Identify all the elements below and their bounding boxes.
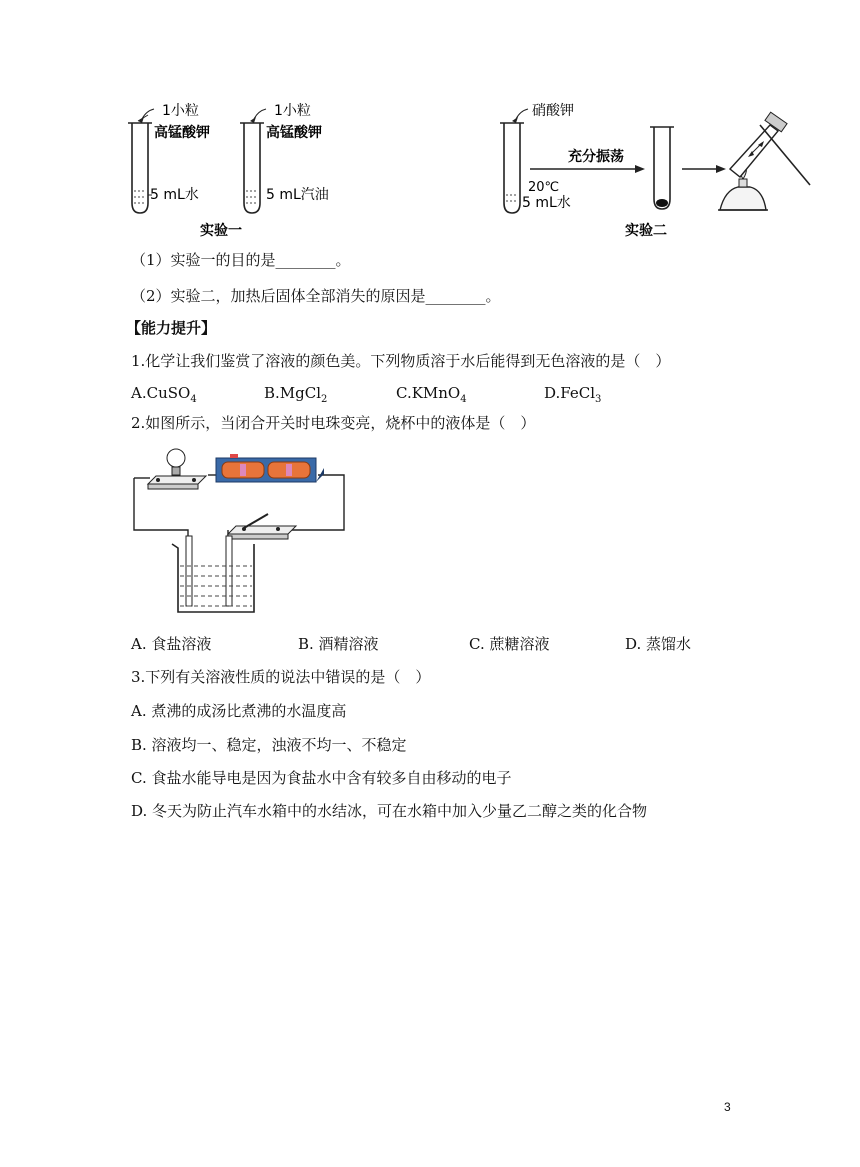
experiment-1-label: 实验一 (200, 223, 242, 239)
sub-question-2: （2）实验二，加热后固体全部消失的原因是________。 (131, 287, 501, 305)
tube2-bottom-label: 5 mL汽油 (266, 187, 329, 203)
q1-option-b-sub: 2 (321, 394, 328, 405)
test-tube-4 (650, 127, 674, 209)
q3-option-d: D. 冬天为防止汽车水箱中的水结冰，可在水箱中加入少量乙二醇之类的化合物 (131, 802, 648, 820)
question-1-stem: 1.化学让我们鉴赏了溶液的颜色美。下列物质溶于水后能得到无色溶液的是（ ） (131, 352, 671, 370)
q1-option-a-sub: 4 (190, 394, 197, 405)
tube2-top-label: 1小粒 (274, 103, 311, 119)
q1-option-c-sub: 4 (460, 394, 467, 405)
q1-option-d-sub: 3 (595, 394, 602, 405)
tube3-temp-label: 20℃ (528, 180, 560, 195)
switch-icon (228, 514, 296, 539)
q3-option-a: A. 煮沸的成汤比煮沸的水温度高 (131, 702, 347, 720)
arrow-label: 充分振荡 (568, 149, 624, 165)
q3-option-c: C. 食盐水能导电是因为食盐水中含有较多自由移动的电子 (131, 769, 512, 787)
q1-option-a-text: A.CuSO (131, 384, 191, 402)
heated-tube-icon (730, 112, 810, 185)
battery-icon (216, 454, 324, 482)
heat-arrow (682, 165, 726, 173)
q1-option-d-text: D.FeCl (544, 384, 595, 402)
q2-option-c: C. 蔗糖溶液 (469, 635, 550, 653)
page-number: 3 (724, 1100, 731, 1114)
tube1-top-label2: 高锰酸钾 (154, 125, 210, 141)
test-tube-2 (240, 109, 266, 213)
q1-option-b-text: B.MgCl (264, 384, 322, 402)
tube3-bottom-label: 5 mL水 (522, 195, 571, 211)
q2-option-d: D. 蒸馏水 (625, 635, 692, 653)
sub-question-1: （1）实验一的目的是________。 (131, 251, 351, 269)
beaker-icon (172, 536, 254, 612)
experiment-figure (120, 95, 820, 245)
question-3-stem: 3.下列有关溶液性质的说法中错误的是（ ） (131, 668, 431, 686)
tube3-top-label: 硝酸钾 (532, 103, 574, 119)
q1-option-a (131, 384, 197, 405)
q1-option-d (544, 384, 601, 405)
tube1-top-label: 1小粒 (162, 103, 199, 119)
circuit-figure (128, 440, 358, 620)
q2-option-a: A. 食盐溶液 (131, 635, 212, 653)
question-2-stem: 2.如图所示，当闭合开关时电珠变亮，烧杯中的液体是（ ） (131, 414, 536, 432)
tube1-bottom-label: 5 mL水 (150, 187, 199, 203)
q2-option-b: B. 酒精溶液 (298, 635, 379, 653)
experiment-2-label: 实验二 (625, 223, 667, 239)
q1-option-b (264, 384, 327, 405)
q1-option-c-text: C.KMnO (396, 384, 461, 402)
section-title: 【能力提升】 (126, 319, 217, 337)
q3-option-b: B. 溶液均一、稳定，浊液不均一、不稳定 (131, 736, 407, 754)
tube2-top-label2: 高锰酸钾 (266, 125, 322, 141)
light-bulb-icon (148, 449, 206, 489)
q1-option-c (396, 384, 467, 405)
shake-arrow (530, 165, 645, 173)
